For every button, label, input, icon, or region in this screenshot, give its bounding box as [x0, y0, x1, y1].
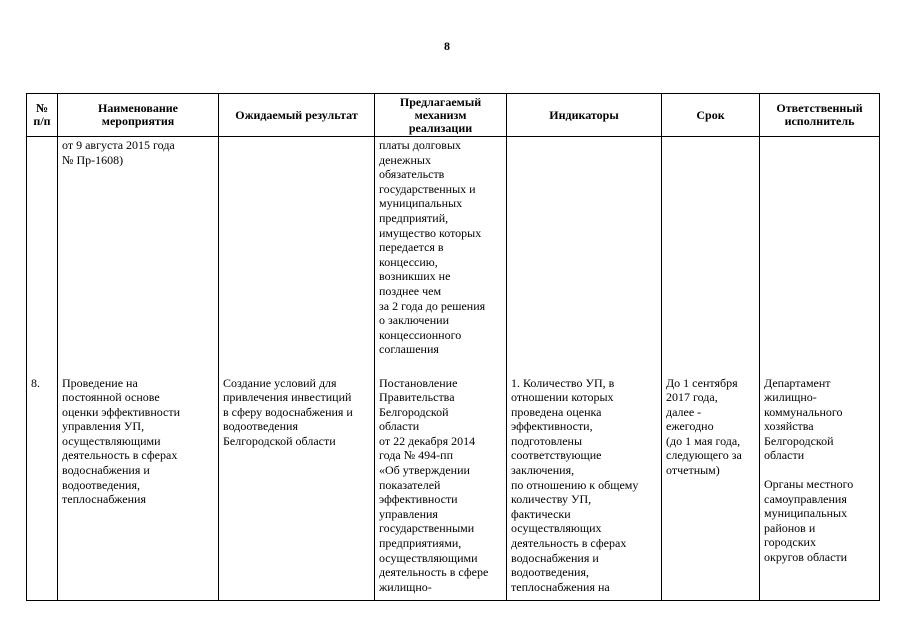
row8-result-cell: Создание условий для привлечения инвестиций в сферу водоснабжения и водоотведения Белгородской области [219, 376, 375, 601]
row8-mechanism-cell: Постановление Правительства Белгородской области от 22 декабря 2014 года № 494-пп «Об утверждении показателей эффективности управления государственными предприятиями, осуществляющими деятельность в сфере жилищно- [375, 376, 507, 601]
responsible-local-authorities: Органы местного самоуправления муниципальных районов и городских округов области [764, 477, 854, 565]
cont-indicators-cell [507, 137, 662, 376]
responsible-department: Департамент жилищно- коммунального хозяйства Белгородской области [764, 375, 843, 463]
header-mechanism: Предлагаемый механизм реализации [375, 94, 507, 137]
table-row-8 [27, 376, 880, 601]
page-number: 8 [444, 39, 450, 53]
cont-mechanism-cell: платы долговых денежных обязательств государственных и муниципальных предприятий, имущество которых передается в концессию, возникших не позднее чем за 2 года до решения о заключении концессионного соглашения [375, 137, 507, 376]
measures-table [26, 93, 880, 601]
header-term: Срок [662, 94, 760, 137]
cont-result-cell [219, 137, 375, 376]
row8-responsible-cell [760, 376, 880, 601]
header-responsible: Ответственный исполнитель [760, 94, 880, 137]
cont-term-cell [662, 137, 760, 376]
row8-indicators-cell: 1. Количество УП, в отношении которых проведена оценка эффективности, подготовлены соответствующие заключения, по отношению к общему количеству УП, фактически осуществляющих деятельность в сферах водоснабжения и водоотведения, теплоснабжения на [507, 376, 662, 601]
cont-num-cell [27, 137, 58, 376]
row8-event-cell: Проведение на постоянной основе оценки эффективности управления УП, осуществляющими деятельность в сферах водоснабжения и водоотведения, теплоснабжения [58, 376, 219, 601]
header-event: Наименование мероприятия [58, 94, 219, 137]
cont-responsible-cell [760, 137, 880, 376]
header-result: Ожидаемый результат [219, 94, 375, 137]
row8-term-cell: До 1 сентября 2017 года, далее - ежегодно (до 1 мая года, следующего за отчетным) [662, 376, 760, 601]
table-header-row [27, 94, 880, 137]
row8-num-cell: 8. [27, 376, 58, 601]
header-num: № п/п [27, 94, 58, 137]
table-row-continued [27, 137, 880, 376]
cont-event-cell: от 9 августа 2015 года № Пр-1608) [58, 137, 219, 376]
responsible-gap [764, 463, 875, 477]
header-indicators: Индикаторы [507, 94, 662, 137]
